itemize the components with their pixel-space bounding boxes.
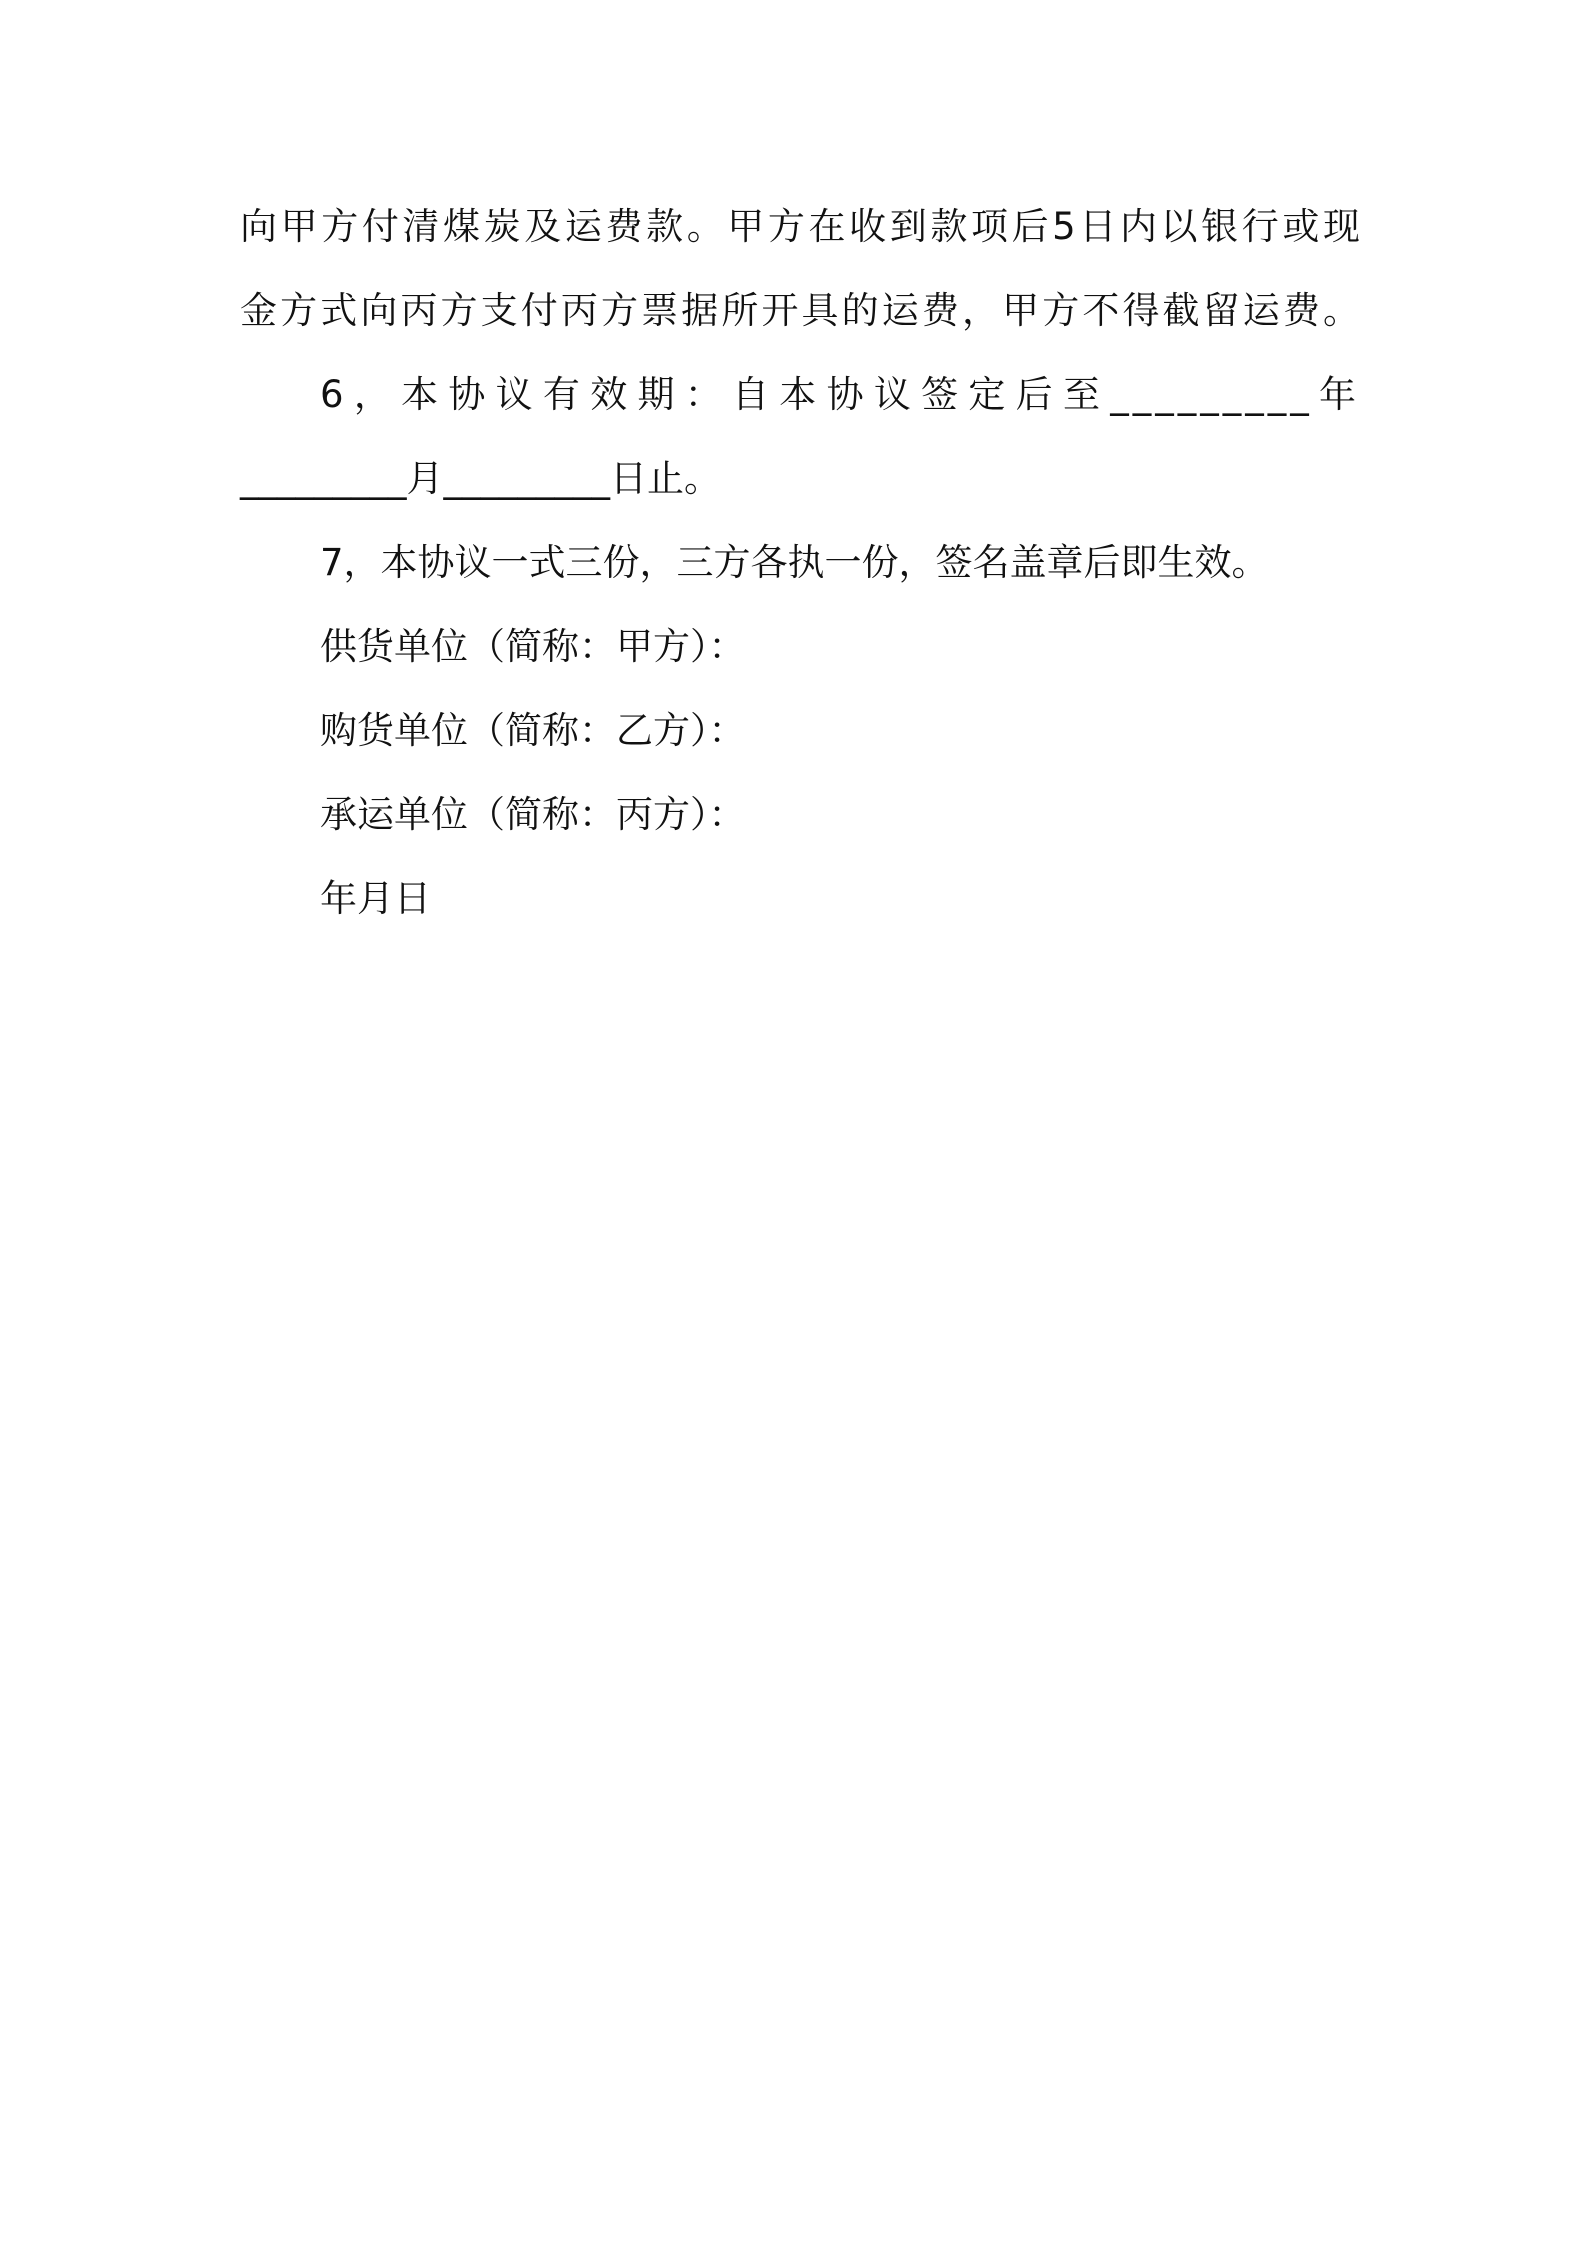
paragraph-line-freight: 金方式向丙方支付丙方票据所开具的运费，甲方不得截留运费。 (240, 289, 1360, 332)
date-line: 年月日 (320, 877, 431, 920)
supplier-signature-line: 供货单位（简称：甲方）： (320, 625, 746, 668)
clause-6-validity: 6，本协议有效期：自本协议签定后至_________年 (320, 373, 1360, 416)
clause-6-validity-end: _________月_________日止。 (240, 457, 721, 500)
paragraph-line-payment: 向甲方付清煤炭及运费款。甲方在收到款项后5日内以银行或现 (240, 205, 1360, 248)
carrier-signature-line: 承运单位（简称：丙方）： (320, 793, 746, 836)
clause-7-copies: 7，本协议一式三份，三方各执一份，签名盖章后即生效。 (320, 541, 1269, 584)
buyer-signature-line: 购货单位（简称：乙方）： (320, 709, 746, 752)
